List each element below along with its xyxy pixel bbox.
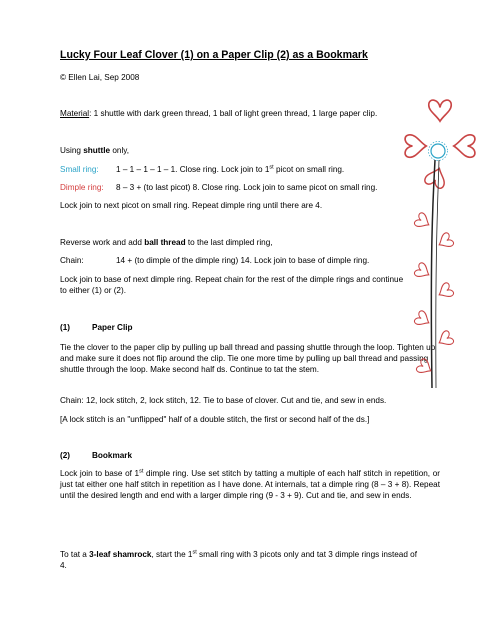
section2-para-post: dimple ring. Use set stitch by tatting a multiple of each half stitch in repetition, or just tat either one half stitch in repetition as I have done. At internals, tat a dimple ring (8 – 3 + 8). Repeat until the desired length and end with a larger dimple ring (9 - 3 + 9). Cut and tie, and sew in ends. [60,469,440,500]
clover-leaf-left [405,135,426,158]
clover-leaf-right [454,135,475,158]
chain-label: Chain: [60,256,84,265]
shamrock-mid: , start the 1 [151,550,193,559]
reverse-line [60,237,273,248]
material-label: Material [60,109,90,118]
clover-leaf-bottom [424,165,449,189]
stem-line [431,160,435,388]
section2-title: Bookmark [92,451,133,460]
section2-paragraph [60,468,440,501]
shuttle-intro [60,145,129,156]
chain-line [60,255,369,266]
section1-heading [60,322,133,333]
shuttle-intro-bold: shuttle [83,146,111,155]
shuttle-intro-post: only, [110,146,130,155]
stem-line-inner [436,160,439,388]
repeat-line: Lock join to next picot on small ring. Repeat dimple ring until there are 4. [60,201,323,210]
dimple-ring-line [60,182,377,193]
reverse-post: to the last dimpled ring, [185,238,273,247]
shamrock-post: small ring with 3 picots only and tat 3 dimple rings instead of 4. [60,550,418,570]
section2-number: (2) [60,451,71,460]
shamrock-pre: To tat a [60,550,90,559]
section2-para-pre: Lock join to base of 1 [60,469,140,478]
lock-join-paragraph: Lock join to base of next dimple ring. Repeat chain for the rest of the dimple rings and continue to either (1) or (2). [60,275,404,295]
clover-leaf-top [429,100,452,121]
section1-paragraph2: Chain: 12, lock stitch, 2, lock stitch, 12. Tie to base of clover. Cut and tie, and sew in ends. [60,396,387,405]
page-title: Lucky Four Leaf Clover (1) on a Paper Clip (2) as a Bookmark [60,49,368,61]
small-ring-text: 1 – 1 – 1 – 1 – 1. Close ring. Lock join to 1 [116,165,270,174]
chain-text: 14 + (to dimple of the dimple ring) 14. Lock join to base of dimple ring. [116,256,370,265]
copyright-line: © Ellen Lai, Sep 2008 [60,73,140,82]
section1-title: Paper Clip [92,323,133,332]
stem-hearts [413,212,454,377]
section2-heading [60,450,132,461]
section2-para-sup: st [139,468,144,475]
reverse-pre: Reverse work and add [60,238,145,247]
small-ring-text-post: picot on small ring. [273,165,345,174]
dimple-ring-text: 8 – 3 + (to last picot) 8. Close ring. Lock join to same picot on small ring. [116,183,378,192]
center-small-ring [431,144,445,158]
section1-number: (1) [60,323,71,332]
material-text: : 1 shuttle with dark green thread, 1 ball of light green thread, 1 large paper clip. [89,109,378,118]
section1-paragraph1: Tie the clover to the paper clip by pulling up ball thread and passing shuttle through the loop. Tighten up and make sure it does not flip around the clip. Tie one more time by pulling up ball thread and passing shuttle through the loop. Make second half ds. Continue to tat the stem. [60,343,436,374]
reverse-bold: ball thread [144,238,186,247]
small-ring-label: Small ring: [60,165,99,174]
four-leaf-clover-bookmark-illustration [395,88,495,398]
small-ring-line [60,164,344,175]
material-line [60,108,377,119]
shuttle-intro-pre: Using [60,146,84,155]
dimple-ring-label: Dimple ring: [60,183,104,192]
section1-paragraph3: [A lock stitch is an "unflipped" half of a double stitch, the first or second half of the ds.] [60,415,370,424]
shamrock-sup: st [192,549,197,556]
small-ring-sup: st [269,164,274,171]
shamrock-bold: 3-leaf shamrock [89,550,152,559]
shamrock-paragraph [60,549,425,571]
